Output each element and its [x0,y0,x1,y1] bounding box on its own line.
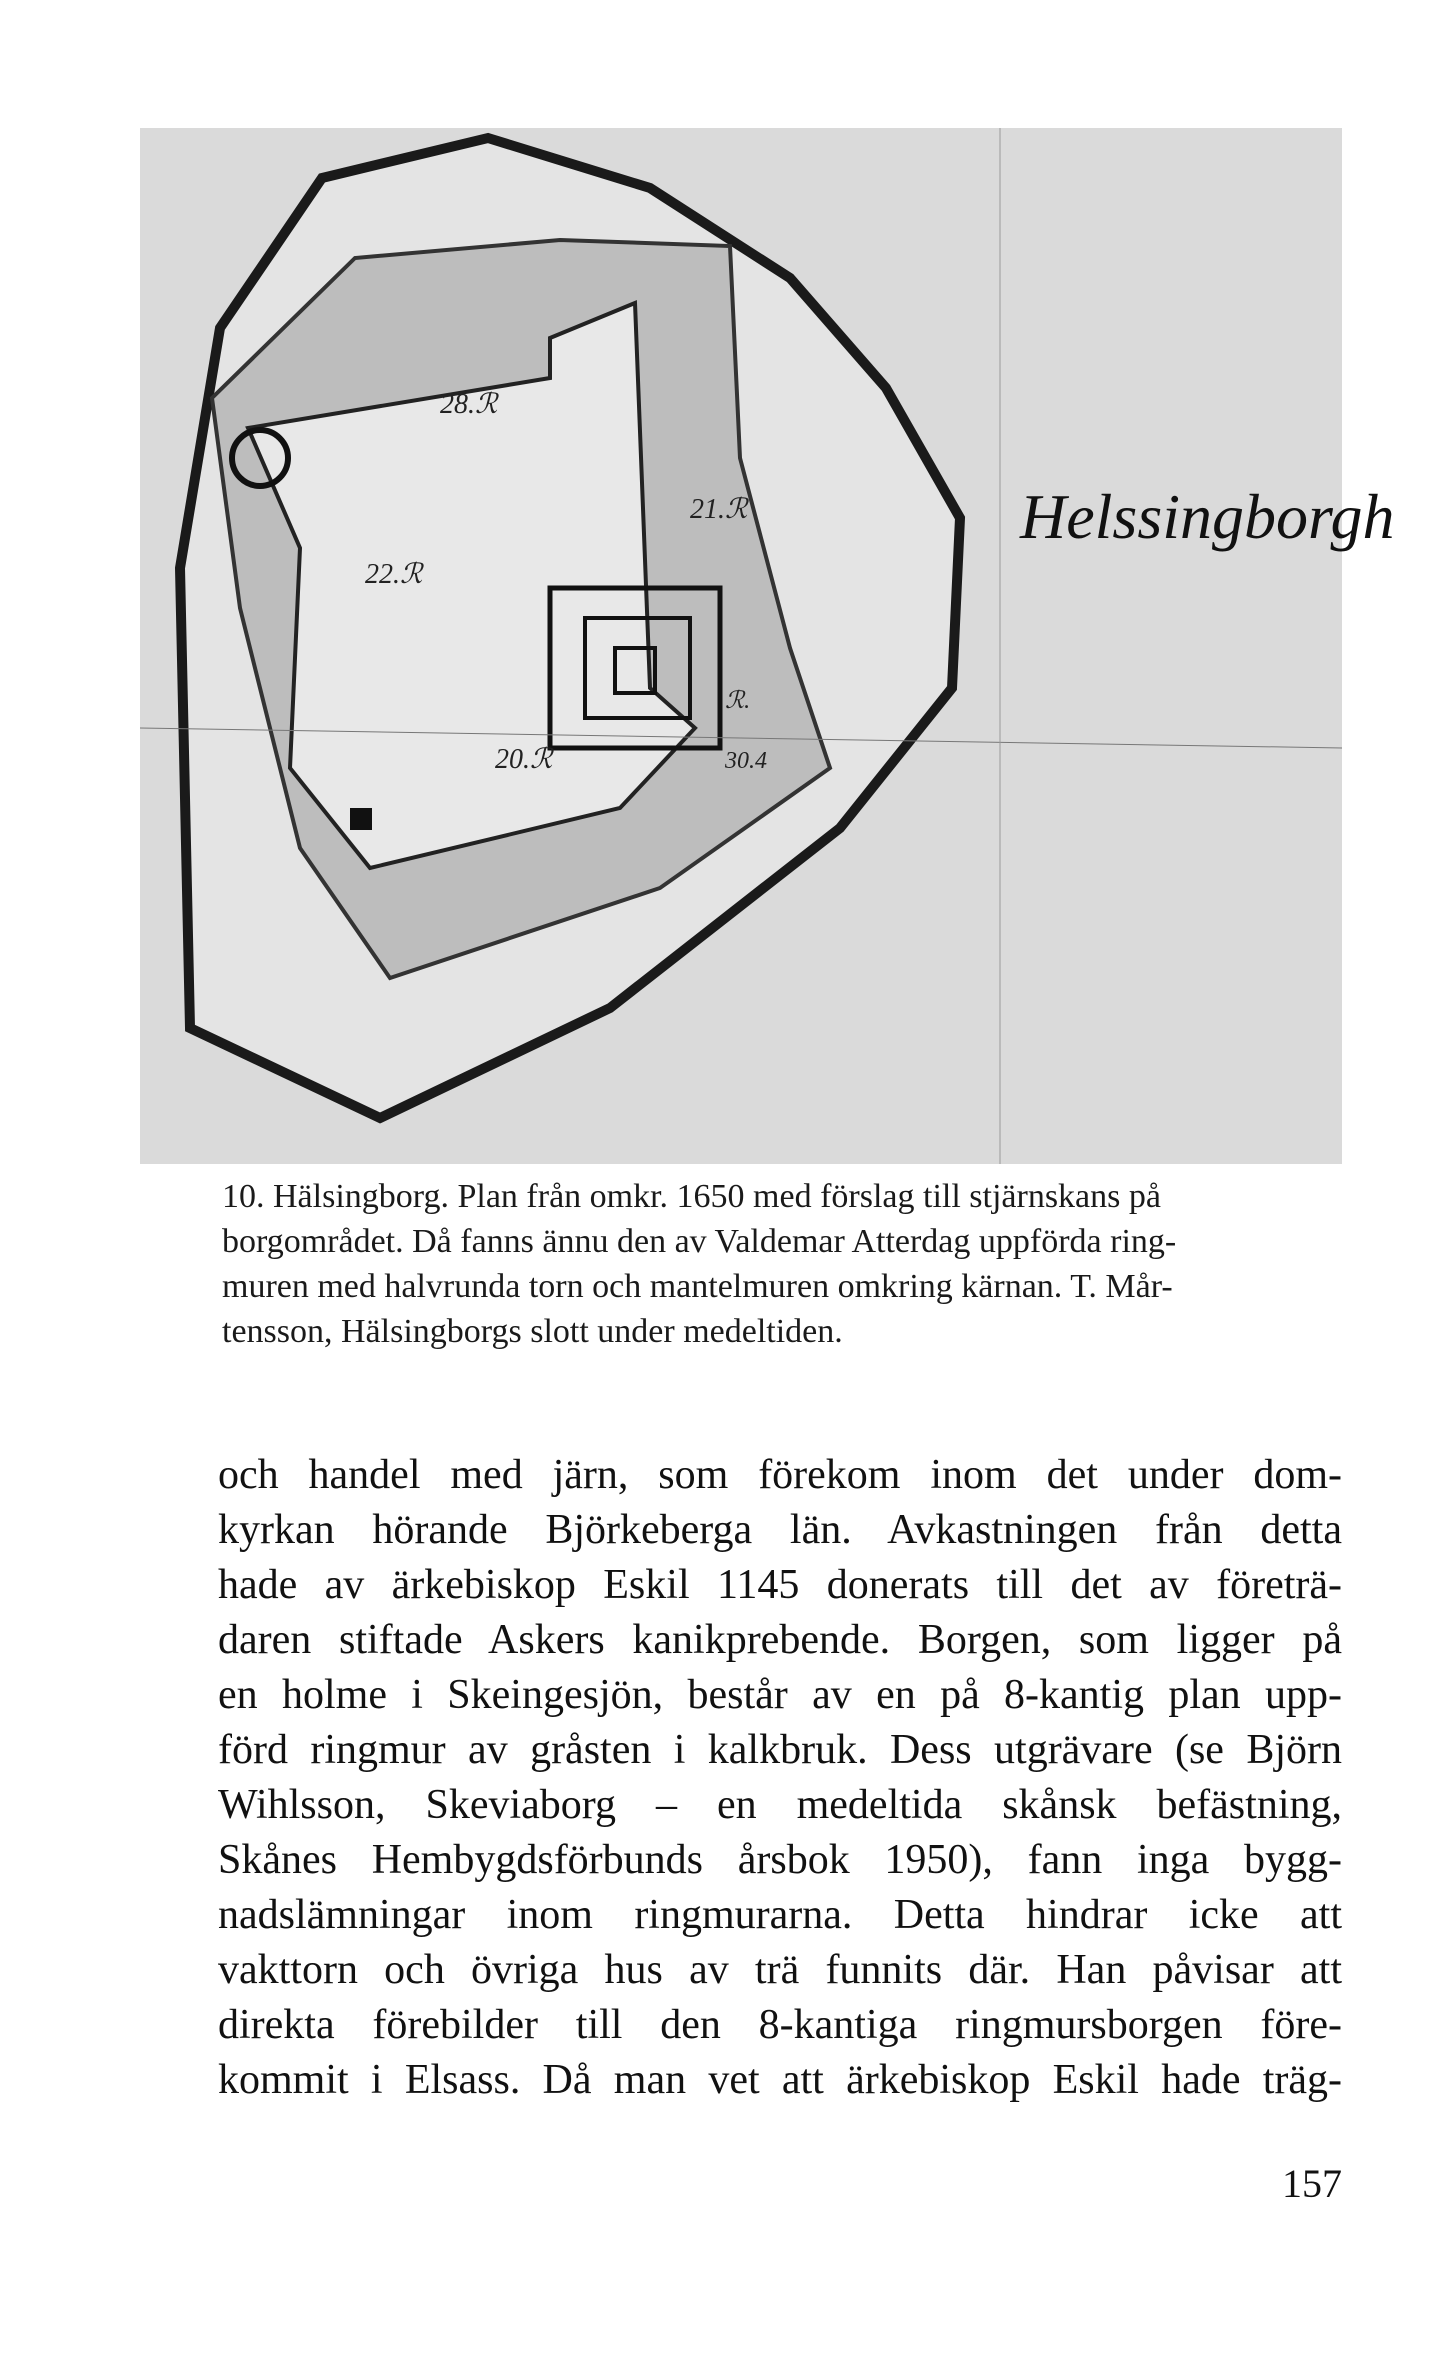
caption-line: borgområdet. Då fanns ännu den av Valdemar Atterdag uppförda ring- [222,1223,1177,1260]
caption-line: muren med halvrunda torn och mantelmuren omkring kärnan. T. Mår- [222,1268,1173,1305]
body-line: daren stiftade Askers kanikprebende. Borgen, som ligger på [218,1617,1342,1663]
page-number: 157 [1282,2161,1342,2206]
map-label-left: 22.ℛ [365,559,423,590]
body-line: en holme i Skeingesjön, består av en på 8-kantig plan upp- [218,1672,1342,1718]
castle-plan-drawing [140,128,1395,1164]
body-line: nadslämningar inom ringmurarna. Detta hindrar icke att [218,1892,1342,1938]
body-line: kyrkan hörande Björkeberga län. Avkastningen från detta [218,1507,1342,1553]
caption-line: 10. Hälsingborg. Plan från omkr. 1650 med förslag till stjärnskans på [222,1178,1161,1215]
body-line: direkta förebilder till den 8-kantiga ringmursborgen före- [218,2002,1342,2048]
figure-caption [222,1174,1342,1354]
map-label-bottom: 20.ℛ [495,744,553,775]
caption-line: tensson, Hälsingborgs slott under medeltiden. [222,1313,843,1350]
body-paragraph [218,1448,1342,2108]
map-label-right: ℛ. [725,688,751,714]
map-label-small: 30.4 [725,748,767,774]
map-label-mid: 21.ℛ [690,494,748,525]
body-line: och handel med järn, som förekom inom det under dom- [218,1452,1342,1498]
castle-plan-figure [140,128,1395,1164]
map-label-top: 28.ℛ [440,389,498,420]
body-line: Wihlsson, Skeviaborg – en medeltida skånsk befästning, [218,1782,1342,1828]
body-line: Skånes Hembygdsförbunds årsbok 1950), fann inga bygg- [218,1837,1342,1883]
body-line: hade av ärkebiskop Eskil 1145 donerats till det av företrä- [218,1562,1342,1608]
body-line: förd ringmur av gråsten i kalkbruk. Dess utgrävare (se Björn [218,1727,1342,1773]
body-line: kommit i Elsass. Då man vet att ärkebiskop Eskil hade träg- [218,2057,1342,2103]
map-signature: Helssingborgh [1020,481,1395,552]
body-line: vakttorn och övriga hus av trä funnits där. Han påvisar att [218,1947,1342,1993]
